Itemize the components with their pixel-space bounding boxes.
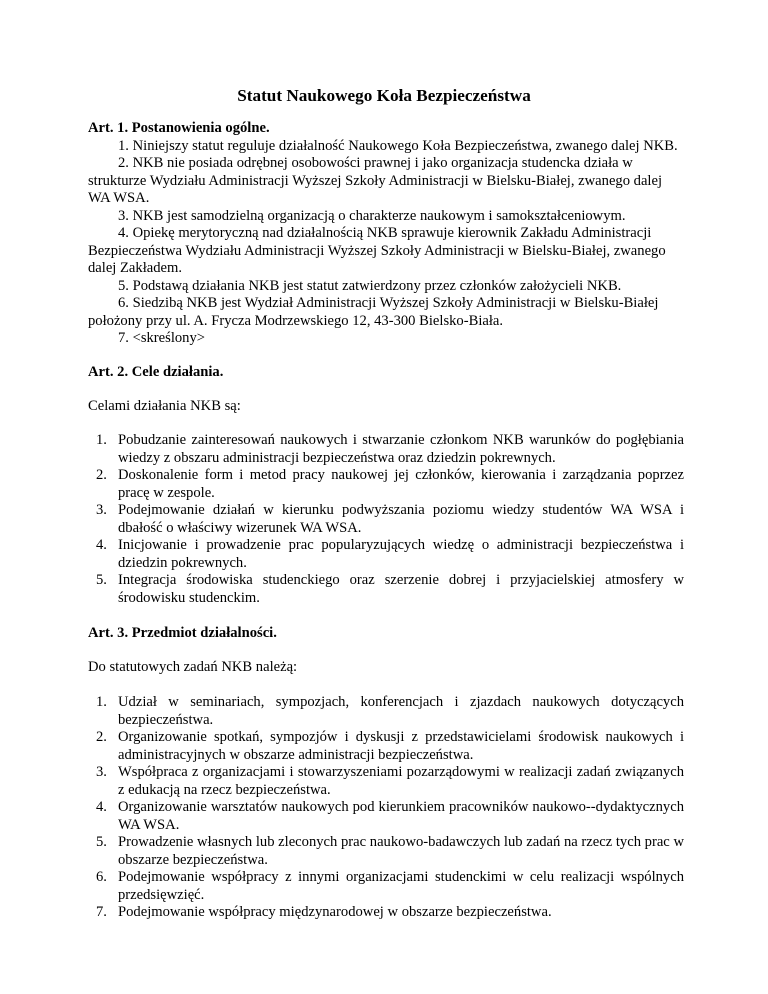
list-item: 3. Podejmowanie działań w kierunku podwyższania poziomu wiedzy studentów WA WSA i dbałość o właściwy wizerunek WA WSA. bbox=[96, 502, 684, 536]
article-1-item-4: 4. Opiekę merytoryczną nad działalnością NKB sprawuje kierownik Zakładu Administracji Bezpieczeństwa Wydziału Administracji Wyższej Szkoły Administracji w Bielsku-Białej, zwanego dalej Zakładem. bbox=[88, 225, 666, 276]
article-2-heading: Art. 2. Cele działania. bbox=[88, 364, 224, 380]
list-item: 7. Podejmowanie współpracy międzynarodowej w obszarze bezpieczeństwa. bbox=[96, 904, 552, 920]
article-1-item-1: 1. Niniejszy statut reguluje działalność Naukowego Koła Bezpieczeństwa, zwanego dalej NKB. bbox=[118, 137, 678, 154]
list-item: 4. Inicjowanie i prowadzenie prac popularyzujących wiedzę o administracji bezpieczeństwa i dziedzin pokrewnych. bbox=[96, 537, 684, 571]
document-title: Statut Naukowego Koła Bezpieczeństwa bbox=[237, 86, 531, 105]
list-item: 5. Integracja środowiska studenckiego oraz szerzenie dobrej i przyjacielskiej atmosfery w środowisku studenckim. bbox=[96, 572, 684, 606]
list-item: 3. Współpraca z organizacjami i stowarzyszeniami pozarządowymi w realizacji zadań związanych z edukacją na rzecz bezpieczeństwa. bbox=[96, 764, 684, 798]
article-1-heading: Art. 1. Postanowienia ogólne. bbox=[88, 120, 270, 136]
article-1-item-5: 5. Podstawą działania NKB jest statut zatwierdzony przez członków założycieli NKB. bbox=[118, 277, 622, 294]
article-3-intro-block bbox=[88, 659, 684, 677]
article-1-item-7: 7. <skreślony> bbox=[118, 330, 205, 346]
list-item: 6. Podejmowanie współpracy z innymi organizacjami studenckimi w celu realizacji wspólnych przedsięwzięć. bbox=[96, 869, 684, 903]
article-2-intro: Celami działania NKB są: bbox=[88, 398, 241, 414]
article-3 bbox=[88, 625, 684, 643]
list-item: 1. Udział w seminariach, sympozjach, konferencjach i zjazdach naukowych dotyczących bezpieczeństwa. bbox=[96, 694, 684, 728]
article-3-intro: Do statutowych zadań NKB należą: bbox=[88, 659, 298, 675]
list-item: 1. Pobudzanie zainteresowań naukowych i stwarzanie członkom NKB warunków do pogłębiania wiedzy z obszaru administracji bezpieczeństwa oraz dziedzin pokrewnych. bbox=[96, 432, 684, 466]
article-2-intro-block bbox=[88, 398, 684, 416]
article-2 bbox=[88, 364, 684, 382]
article-3-list bbox=[88, 694, 684, 922]
article-1-item-2: 2. NKB nie posiada odrębnej osobowości prawnej i jako organizacja studencka działa w strukturze Wydziału Administracji Wyższej Szkoły Administracji w Bielsku-Białej, zwanego dalej WA WSA. bbox=[88, 155, 663, 206]
list-item: 2. Doskonalenie form i metod pracy naukowej jej członków, kierowania i zarządzania poprzez pracę w zespole. bbox=[96, 467, 684, 501]
list-item: 4. Organizowanie warsztatów naukowych pod kierunkiem pracowników naukowo--dydaktycznych WA WSA. bbox=[96, 799, 684, 833]
list-item: 5. Prowadzenie własnych lub zleconych prac naukowo-badawczych lub zadań na rzecz tych prac w obszarze bezpieczeństwa. bbox=[96, 834, 684, 868]
article-3-heading: Art. 3. Przedmiot działalności. bbox=[88, 625, 277, 641]
article-1-item-3: 3. NKB jest samodzielną organizacją o charakterze naukowym i samokształceniowym. bbox=[118, 207, 626, 224]
list-item: 2. Organizowanie spotkań, sympozjów i dyskusji z przedstawicielami środowisk naukowych i administracyjnych w obszarze administracji bezpieczeństwa. bbox=[96, 729, 684, 763]
article-1-item-6: 6. Siedzibą NKB jest Wydział Administracji Wyższej Szkoły Administracji w Bielsku-Białej położony przy ul. A. Frycza Modrzewskiego 12, 43-300 Bielsko-Biała. bbox=[88, 295, 659, 329]
article-1 bbox=[88, 120, 684, 348]
article-2-list bbox=[88, 432, 684, 607]
